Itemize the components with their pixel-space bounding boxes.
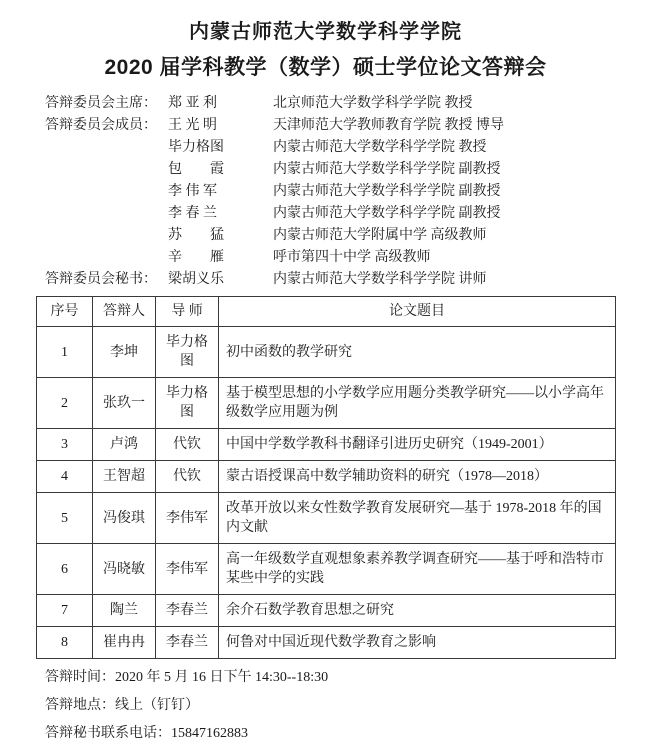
committee-member-affiliation: 内蒙古师范大学附属中学 高级教师	[273, 228, 487, 243]
institution-title: 内蒙古师范大学数学科学学院	[189, 21, 462, 43]
table-row	[37, 627, 616, 659]
table-row	[37, 544, 616, 595]
table-row	[37, 595, 616, 627]
cell-candidate: 卢鸿	[93, 429, 156, 461]
committee-member-affiliation: 北京师范大学数学科学学院 教授	[273, 96, 473, 111]
committee-role-label	[45, 225, 168, 247]
cell-seq: 8	[37, 627, 93, 659]
table-row	[37, 493, 616, 544]
committee-member-affiliation: 内蒙古师范大学数学科学学院 副教授	[273, 162, 501, 177]
table-header-row	[37, 297, 616, 327]
committee-role-label	[45, 181, 168, 203]
cell-thesis-title: 高一年级数学直观想象素养教学调查研究——基于呼和浩特市某些中学的实践	[219, 544, 616, 595]
committee-row-member	[45, 137, 651, 159]
cell-seq: 2	[37, 378, 93, 429]
committee-member-name: 王 光 明	[168, 118, 217, 133]
cell-candidate: 冯俊琪	[93, 493, 156, 544]
committee-row-member	[45, 203, 651, 225]
committee-row-member	[45, 115, 651, 137]
committee-member-name: 毕力格图	[168, 140, 224, 155]
cell-advisor: 代钦	[156, 461, 219, 493]
committee-row-member	[45, 225, 651, 247]
cell-advisor: 李春兰	[156, 595, 219, 627]
defense-schedule-table	[36, 296, 616, 659]
cell-candidate: 陶兰	[93, 595, 156, 627]
committee-member-affiliation: 内蒙古师范大学数学科学学院 讲师	[273, 272, 487, 287]
committee-member-name: 郑 亚 利	[168, 96, 217, 111]
table-row	[37, 461, 616, 493]
committee-role-label	[45, 203, 168, 225]
committee-member-affiliation: 内蒙古师范大学数学科学学院 副教授	[273, 184, 501, 199]
committee-row-chair	[45, 93, 651, 115]
cell-advisor: 毕力格图	[156, 327, 219, 378]
table-row	[37, 429, 616, 461]
cell-advisor: 李伟军	[156, 493, 219, 544]
table-row	[37, 378, 616, 429]
header-candidate: 答辩人	[93, 297, 156, 327]
header-seq: 序号	[37, 297, 93, 327]
committee-member-affiliation: 内蒙古师范大学数学科学学院 教授	[273, 140, 487, 155]
cell-thesis-title: 何鲁对中国近现代数学教育之影响	[219, 627, 616, 659]
cell-advisor: 李春兰	[156, 627, 219, 659]
defense-time: 答辩时间：2020 年 5 月 16 日下午 14:30--18:30	[45, 670, 329, 685]
table-row	[37, 327, 616, 378]
committee-member-name: 包 霞	[168, 162, 224, 177]
committee-member-affiliation: 内蒙古师范大学数学科学学院 副教授	[273, 206, 501, 221]
committee-member-name: 辛 雁	[168, 250, 224, 265]
secretary-phone: 答辩秘书联系电话：15847162883	[45, 726, 248, 741]
committee-role-label: 答辩委员会成员：	[45, 118, 157, 133]
cell-candidate: 李坤	[93, 327, 156, 378]
committee-list	[45, 93, 651, 291]
committee-role-label: 答辩委员会秘书：	[45, 272, 157, 287]
header-thesis-title: 论文题目	[219, 297, 616, 327]
cell-advisor: 毕力格图	[156, 378, 219, 429]
committee-member-affiliation: 呼市第四十中学 高级教师	[273, 250, 431, 265]
committee-role-label	[45, 137, 168, 159]
cell-candidate: 王智超	[93, 461, 156, 493]
cell-seq: 7	[37, 595, 93, 627]
committee-member-name: 李 伟 军	[168, 184, 217, 199]
cell-seq: 3	[37, 429, 93, 461]
committee-row-secretary	[45, 269, 651, 291]
committee-role-label	[45, 159, 168, 181]
cell-seq: 5	[37, 493, 93, 544]
cell-seq: 1	[37, 327, 93, 378]
cell-advisor: 代钦	[156, 429, 219, 461]
header-advisor: 导 师	[156, 297, 219, 327]
cell-thesis-title: 初中函数的教学研究	[219, 327, 616, 378]
cell-thesis-title: 基于模型思想的小学数学应用题分类教学研究——以小学高年级数学应用题为例	[219, 378, 616, 429]
committee-row-member	[45, 181, 651, 203]
cell-seq: 6	[37, 544, 93, 595]
committee-member-affiliation: 天津师范大学教师教育学院 教授 博导	[273, 118, 504, 133]
committee-member-name: 梁胡义乐	[168, 272, 224, 287]
cell-candidate: 崔冉冉	[93, 627, 156, 659]
committee-row-member	[45, 247, 651, 269]
committee-member-name: 苏 猛	[168, 228, 224, 243]
committee-member-name: 李 春 兰	[168, 206, 217, 221]
event-title: 2020 届学科教学（数学）硕士学位论文答辩会	[104, 56, 547, 79]
committee-row-member	[45, 159, 651, 181]
committee-role-label	[45, 247, 168, 269]
cell-thesis-title: 中国中学数学教科书翻译引进历史研究（1949-2001）	[219, 429, 616, 461]
committee-role-label: 答辩委员会主席：	[45, 96, 157, 111]
cell-thesis-title: 改革开放以来女性数学教育发展研究—基于 1978-2018 年的国内文献	[219, 493, 616, 544]
cell-advisor: 李伟军	[156, 544, 219, 595]
cell-candidate: 张玖一	[93, 378, 156, 429]
cell-seq: 4	[37, 461, 93, 493]
cell-thesis-title: 蒙古语授课高中数学辅助资料的研究（1978—2018）	[219, 461, 616, 493]
cell-thesis-title: 余介石数学教育思想之研究	[219, 595, 616, 627]
cell-candidate: 冯晓敏	[93, 544, 156, 595]
document-page	[0, 20, 651, 752]
footer-info	[45, 669, 651, 743]
defense-location: 答辩地点：线上（钉钉）	[45, 698, 199, 713]
